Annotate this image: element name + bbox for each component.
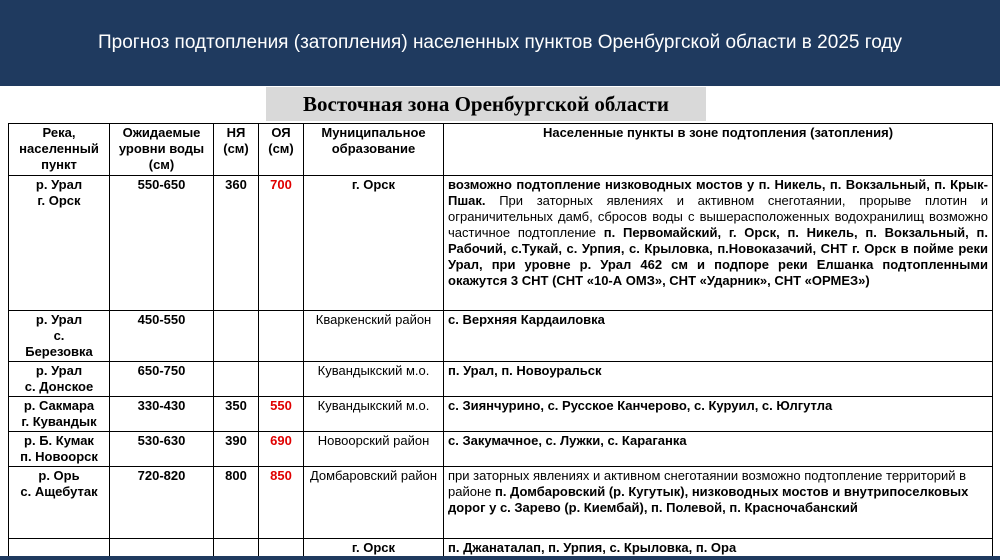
cell-nya (214, 362, 259, 397)
cell-nya (214, 311, 259, 362)
table-row (9, 362, 993, 397)
table-row (9, 176, 993, 311)
cell-oya (259, 311, 304, 362)
town-name: г. Орск (37, 193, 81, 208)
flood-forecast-table (8, 123, 993, 558)
cell-place (9, 176, 110, 311)
cell-levels: 550-650 (110, 176, 214, 311)
cell-levels: 330-430 (110, 397, 214, 432)
cell-settlements: с. Закумачное, с. Лужки, с. Караганка (444, 432, 993, 467)
cell-nya: 800 (214, 467, 259, 539)
town-name: г. Кувандык (21, 414, 97, 429)
river-name: р. Б. Кумак (24, 433, 94, 448)
cell-municipality: Кувандыкский м.о. (304, 397, 444, 432)
cell-oya: 700 (259, 176, 304, 311)
river-name: р. Сакмара (23, 398, 95, 413)
table-row (9, 397, 993, 432)
cell-place (9, 432, 110, 467)
cell-place (9, 539, 110, 558)
cell-municipality: Домбаровский район (304, 467, 444, 539)
table-header-row (9, 124, 993, 176)
table-row (9, 467, 993, 539)
cell-oya: 550 (259, 397, 304, 432)
cell-settlements: с. Верхняя Кардаиловка (444, 311, 993, 362)
cell-nya: 360 (214, 176, 259, 311)
col-header-levels: Ожидаемые уровни воды (см) (110, 124, 214, 176)
cell-oya: 850 (259, 467, 304, 539)
footer-bar (0, 556, 1000, 560)
cell-levels: 450-550 (110, 311, 214, 362)
col-header-place: Река, населенный пункт (9, 124, 110, 176)
river-name: р. Орь (38, 468, 80, 483)
header-banner (0, 0, 1000, 86)
town-name: с. Донское (24, 379, 94, 394)
col-header-oya: ОЯ (см) (259, 124, 304, 176)
town-name: Березовка (25, 344, 93, 359)
cell-place (9, 311, 110, 362)
zone-title: Восточная зона Оренбургской области (266, 87, 706, 121)
page-title: Прогноз подтопления (затопления) населенных пунктов Оренбургской области в 2025 году (98, 32, 902, 53)
cell-levels: 720-820 (110, 467, 214, 539)
settlements-part: При заторных явлениях и активном снеготаянии, прорыве плотин и ограничительных дамб, сбросов воды с вышерасположенных водохранилищ возможно частичное подтопление (448, 193, 988, 240)
cell-levels: 530-630 (110, 432, 214, 467)
cell-nya: 390 (214, 432, 259, 467)
cell-nya (214, 539, 259, 558)
settlements-part: при заторных явлениях и активном снеготаянии возможно подтопление территорий в районе (448, 468, 967, 499)
cell-settlements (444, 176, 993, 311)
settlements-part: п. Первомайский, г. Орск, п. Никель, п. Вокзальный, п. Рабочий, с.Тукай, с. Урпия, с. Крыловка, п.Новоказачий, СНТ г. Орск в пойме реки Урал, при уровне р. Урал 462 см и подпоре реки Елшанка подтопленными окажутся 3 СНТ (СНТ «10-А ОМЗ», СНТ «Ударник», СНТ «ОРМЕЗ») (448, 225, 988, 288)
col-header-municipality: Муниципальное образование (304, 124, 444, 176)
town-name: с. Ащебутак (20, 484, 98, 499)
settlements-part: п. Домбаровский (р. Кугутык), низководных мостов и внутрипоселковых дорог у с. Зарево (р. Киембай), п. Полевой, п. Красночабанский (448, 484, 969, 515)
cell-settlements: с. Зиянчурино, с. Русское Канчерово, с. Куруил, с. Юлгутла (444, 397, 993, 432)
cell-settlements: п. Урал, п. Новоуральск (444, 362, 993, 397)
table-row (9, 539, 993, 558)
river-name: р. Урал (35, 312, 83, 327)
cell-oya: 690 (259, 432, 304, 467)
cell-municipality: г. Орск (304, 539, 444, 558)
cell-oya (259, 539, 304, 558)
cell-levels: 650-750 (110, 362, 214, 397)
cell-oya (259, 362, 304, 397)
table-row (9, 311, 993, 362)
cell-settlements (444, 467, 993, 539)
table-row (9, 432, 993, 467)
river-name: р. Урал (35, 363, 83, 378)
cell-municipality: Новоорский район (304, 432, 444, 467)
cell-place (9, 362, 110, 397)
town-name: п. Новоорск (20, 449, 98, 464)
col-header-settlements: Населенные пункты в зоне подтопления (затопления) (444, 124, 993, 176)
town-name: с. (53, 328, 65, 343)
cell-municipality: г. Орск (304, 176, 444, 311)
col-header-nya: НЯ (см) (214, 124, 259, 176)
river-name: р. Урал (35, 177, 83, 192)
settlements-part: возможно подтопление низководных мостов у п. Никель, п. Вокзальный, п. Крык-Пшак. (448, 177, 988, 208)
cell-municipality: Кваркенский район (304, 311, 444, 362)
cell-municipality: Кувандыкский м.о. (304, 362, 444, 397)
cell-levels (110, 539, 214, 558)
cell-place (9, 397, 110, 432)
cell-place (9, 467, 110, 539)
cell-settlements: п. Джанаталап, п. Урпия, с. Крыловка, п. Ора (444, 539, 993, 558)
cell-nya: 350 (214, 397, 259, 432)
